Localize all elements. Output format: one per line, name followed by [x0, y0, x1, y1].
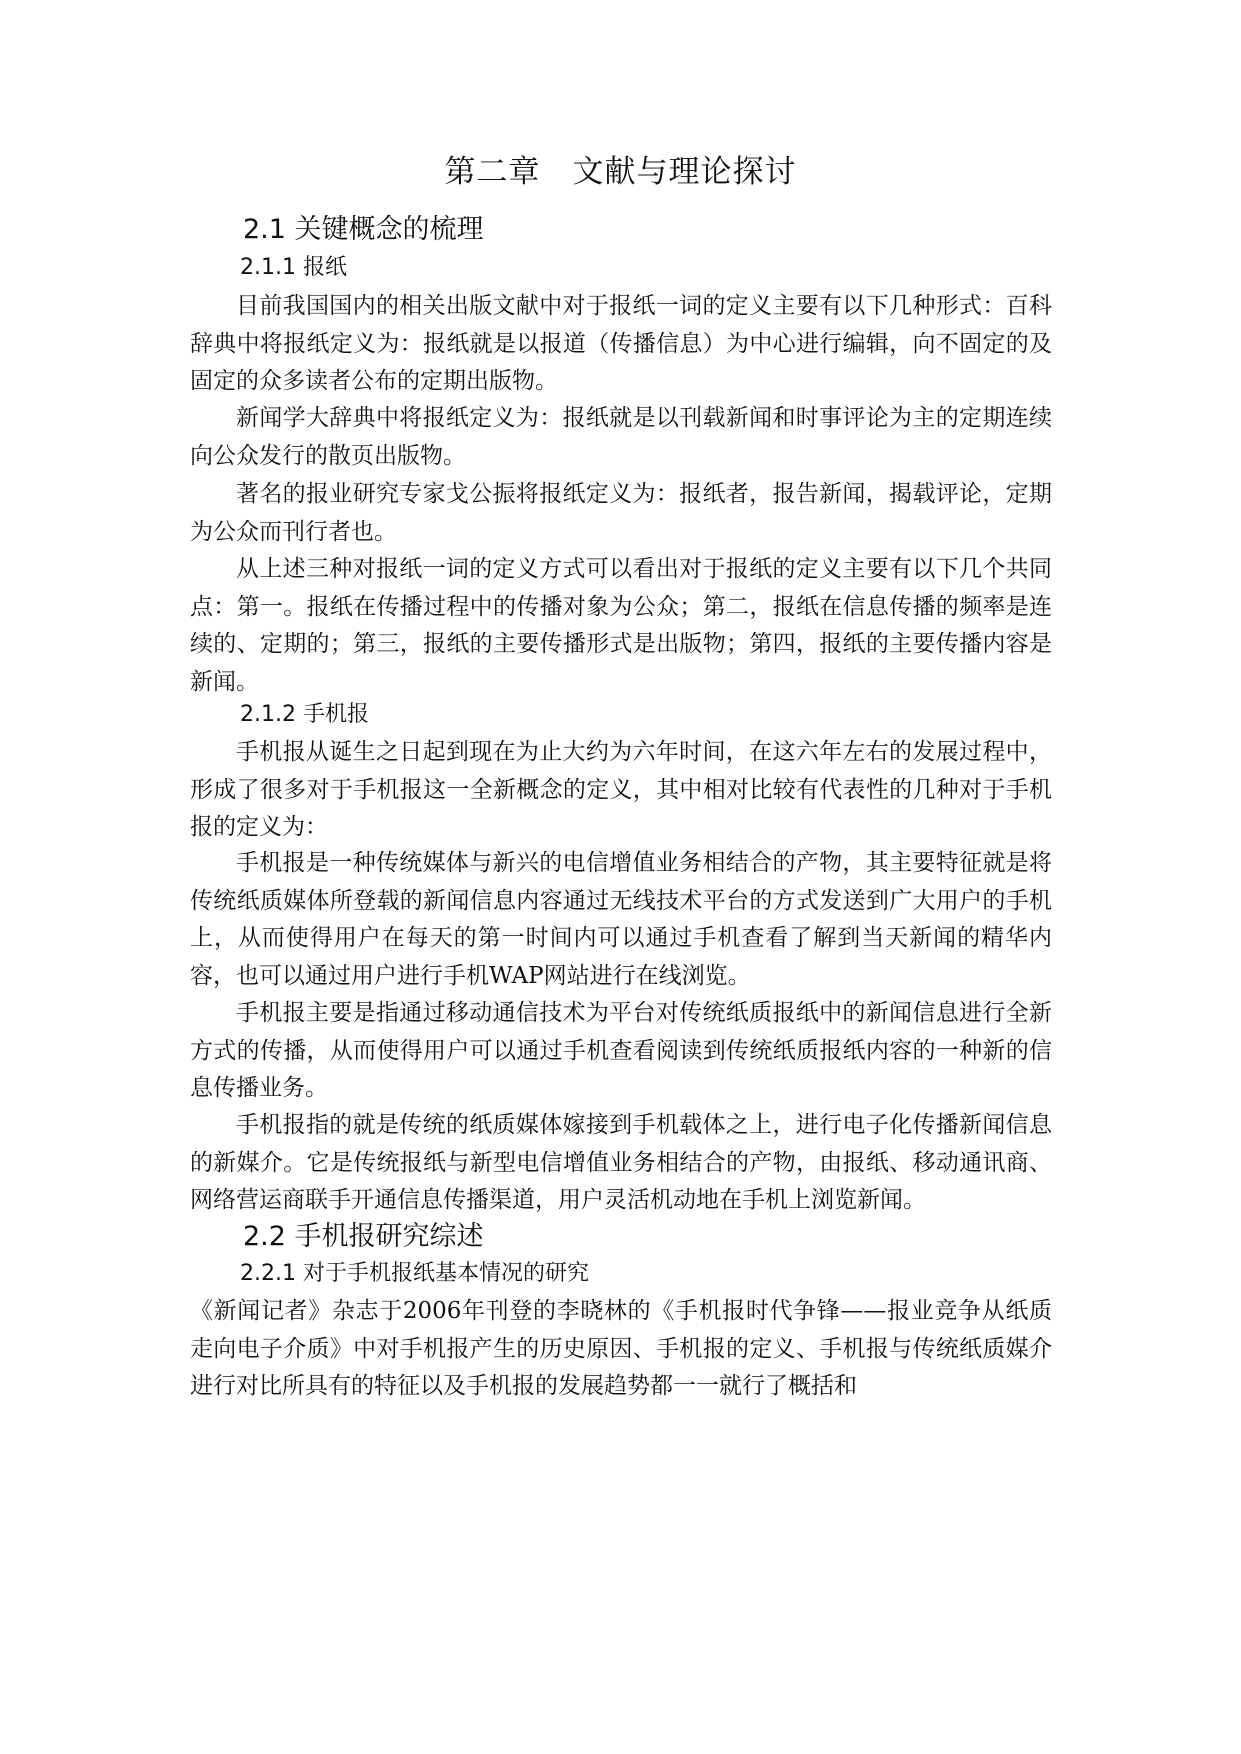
paragraph: 手机报从诞生之日起到现在为止大约为六年时间，在这六年左右的发展过程中，形成了很多对于手机报这一全新概念的定义，其中相对比较有代表性的几种对于手机报的定义为：: [190, 739, 1052, 840]
paragraph: 著名的报业研究专家戈公振将报纸定义为：报纸者，报告新闻，揭载评论，定期为公众而刊行者也。: [190, 481, 1052, 545]
paragraph: 手机报指的就是传统的纸质媒体嫁接到手机载体之上，进行电子化传播新闻信息的新媒介。它是传统报纸与新型电信增值业务相结合的产物，由报纸、移动通讯商、网络营运商联手开通信息传播渠道，用户灵活机动地在手机上浏览新闻。: [190, 1112, 1052, 1213]
paragraph: 《新闻记者》杂志于2006年刊登的李晓林的《手机报时代争锋——报业竞争从纸质走向电子介质》中对手机报产生的历史原因、手机报的定义、手机报与传统纸质媒介进行对比所具有的特征以及手机报的发展趋势都一一就行了概括和: [190, 1298, 1052, 1399]
subsection-heading: 2.1.1 报纸: [240, 255, 347, 280]
paragraph: 手机报主要是指通过移动通信技术为平台对传统纸质报纸中的新闻信息进行全新方式的传播，从而使得用户可以通过手机查看阅读到传统纸质报纸内容的一种新的信息传播业务。: [190, 1000, 1052, 1101]
paragraph: 手机报是一种传统媒体与新兴的电信增值业务相结合的产物，其主要特征就是将传统纸质媒体所登载的新闻信息内容通过无线技术平台的方式发送到广大用户的手机上，从而使得用户在每天的第一时间内可以通过手机查看了解到当天新闻的精华内容，也可以通过用户进行手机WAP网站进行在线浏览。: [190, 850, 1052, 989]
section-heading: 2.2 手机报研究综述: [243, 1221, 484, 1252]
paragraph: 目前我国国内的相关出版文献中对于报纸一词的定义主要有以下几种形式：百科辞典中将报纸定义为：报纸就是以报道（传播信息）为中心进行编辑，向不固定的及固定的众多读者公布的定期出版物。: [190, 293, 1052, 394]
paragraph: 从上述三种对报纸一词的定义方式可以看出对于报纸的定义主要有以下几个共同点：第一。报纸在传播过程中的传播对象为公众；第二，报纸在信息传播的频率是连续的、定期的；第三，报纸的主要传播形式是出版物；第四，报纸的主要传播内容是新闻。: [190, 556, 1052, 695]
subsection-heading: 2.2.1 对于手机报纸基本情况的研究: [240, 1261, 589, 1286]
chapter-title: 第二章 文献与理论探讨: [444, 154, 797, 190]
subsection-heading: 2.1.2 手机报: [240, 702, 369, 727]
section-heading: 2.1 关键概念的梳理: [243, 214, 484, 245]
paragraph: 新闻学大辞典中将报纸定义为：报纸就是以刊载新闻和时事评论为主的定期连续向公众发行的散页出版物。: [190, 405, 1052, 469]
